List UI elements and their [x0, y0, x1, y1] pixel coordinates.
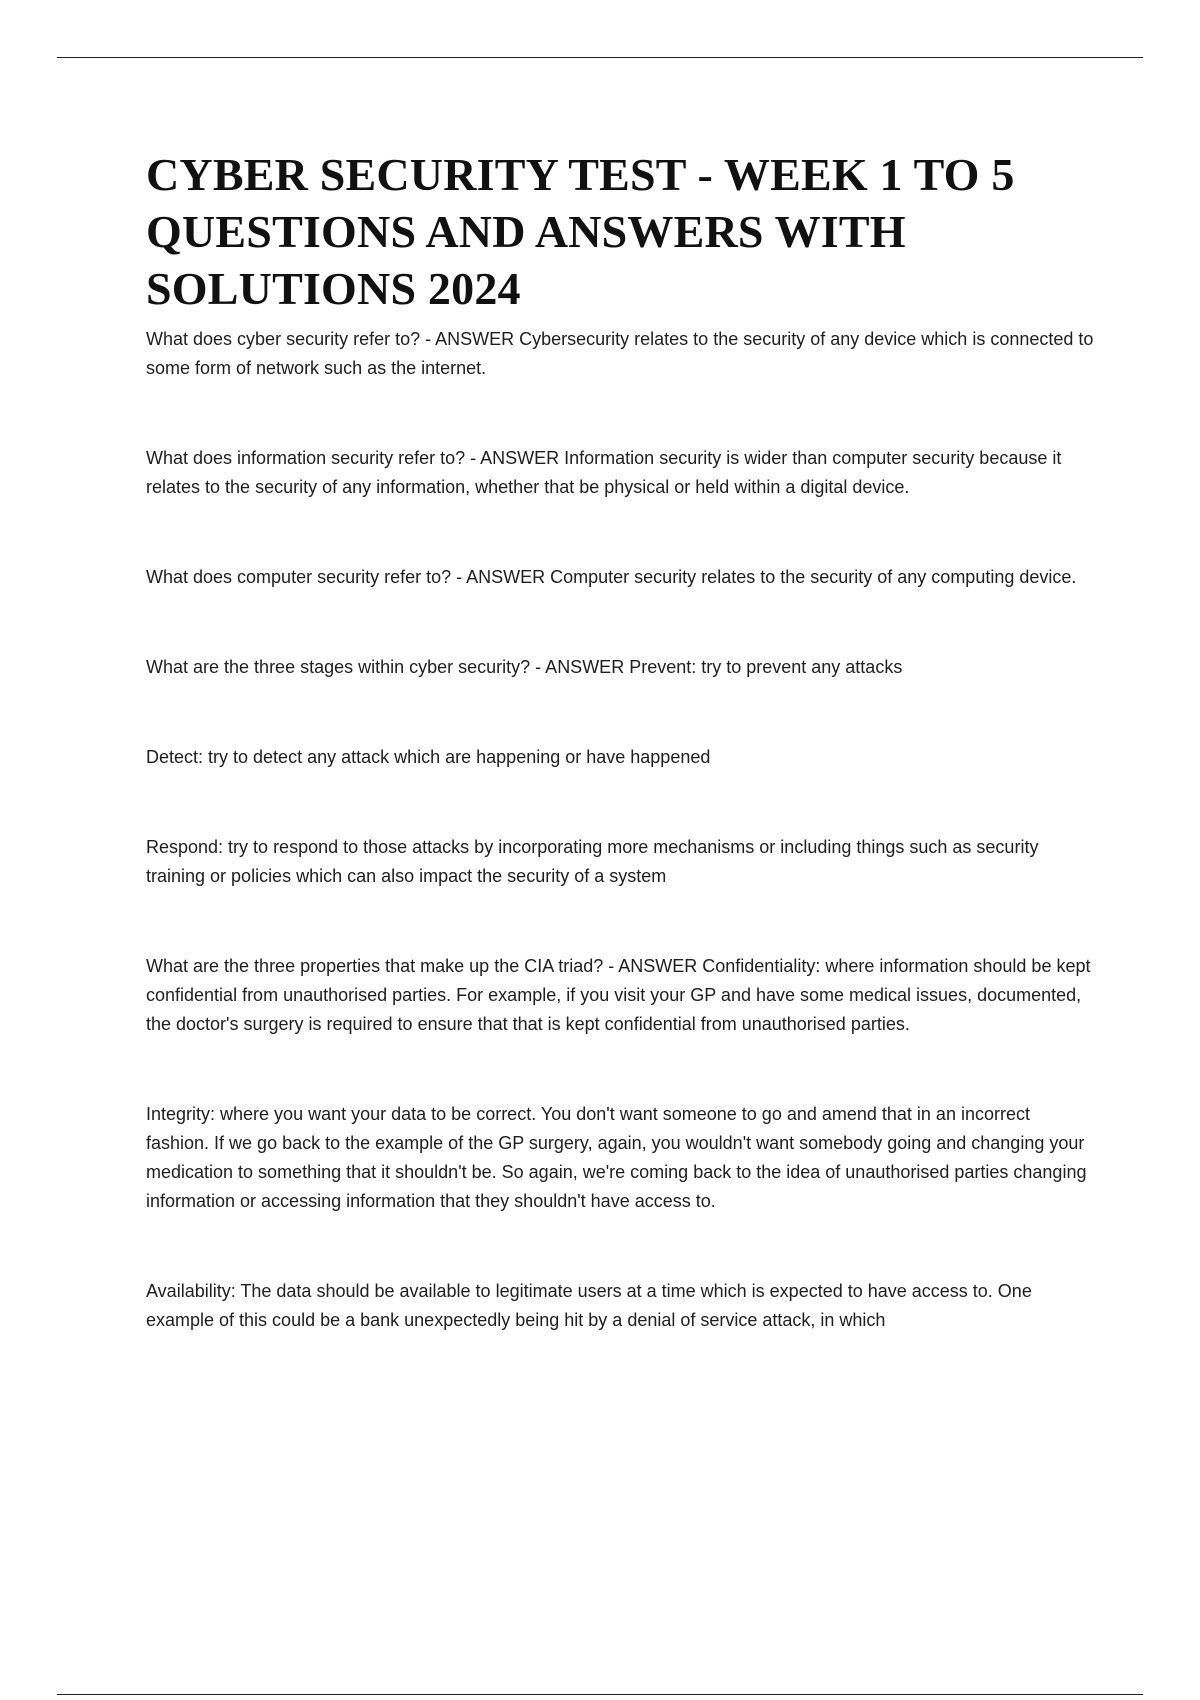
- bottom-rule: [57, 1694, 1143, 1695]
- qa-list: [146, 325, 1096, 1335]
- qa-entry-integrity: Integrity: where you want your data to be correct. You don't want someone to go and amend that in an incorrect fashion. If we go back to the example of the GP surgery, again, you wouldn't want somebody going and changing your medication to something that it shouldn't be. So again, we're coming back to the idea of unauthorised parties changing information or accessing information that they shouldn't have access to.: [146, 1104, 1087, 1211]
- qa-entry-computer-security: What does computer security refer to? - ANSWER Computer security relates to the security of any computing device.: [146, 567, 1077, 587]
- top-rule: [57, 57, 1143, 58]
- qa-entry-cyber-security: What does cyber security refer to? - ANSWER Cybersecurity relates to the security of any device which is connected to some form of network such as the internet.: [146, 329, 1094, 378]
- qa-entry-respond: Respond: try to respond to those attacks by incorporating more mechanisms or including things such as security training or policies which can also impact the security of a system: [146, 837, 1039, 886]
- qa-entry-detect: Detect: try to detect any attack which are happening or have happened: [146, 747, 711, 767]
- qa-entry-cia-triad: What are the three properties that make up the CIA triad? - ANSWER Confidentiality: where information should be kept confidential from unauthorised parties. For example, if you visit your GP and have some medical issues, documented, the doctor's surgery is required to ensure that that is kept confidential from unauthorised parties.: [146, 956, 1091, 1034]
- qa-entry-information-security: What does information security refer to? - ANSWER Information security is wider than computer security because it relates to the security of any information, whether that be physical or held within a digital device.: [146, 448, 1062, 497]
- qa-entry-availability: Availability: The data should be available to legitimate users at a time which is expected to have access to. One example of this could be a bank unexpectedly being hit by a denial of service attack, in which: [146, 1281, 1032, 1330]
- document-content: [146, 146, 1096, 1335]
- document-title: CYBER SECURITY TEST - WEEK 1 TO 5 QUESTIONS AND ANSWERS WITH SOLUTIONS 2024: [146, 149, 1015, 314]
- qa-entry-three-stages: What are the three stages within cyber security? - ANSWER Prevent: try to prevent any attacks: [146, 657, 903, 677]
